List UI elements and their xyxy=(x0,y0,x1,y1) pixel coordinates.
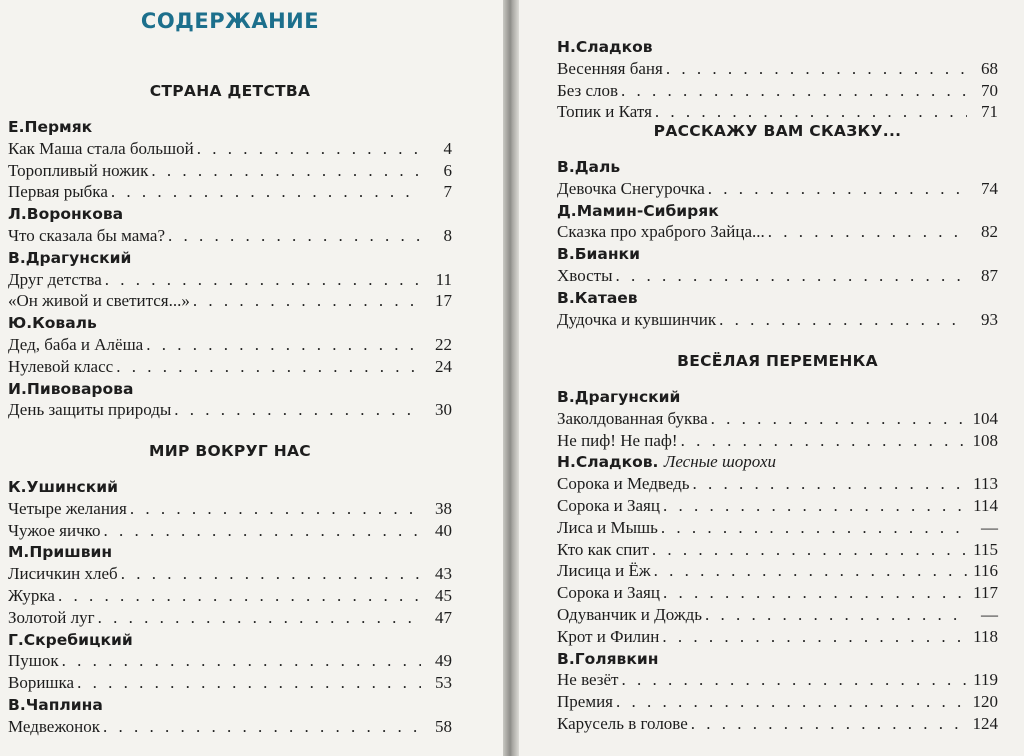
dot-leader xyxy=(621,80,967,102)
author-name: Н.Сладков. xyxy=(557,453,659,472)
page-number: 115 xyxy=(973,539,998,559)
author-name: В.Драгунский xyxy=(8,248,132,267)
entry-title: Чужое яичко xyxy=(8,520,101,540)
dot-leader xyxy=(121,563,421,585)
page-number: 45 xyxy=(435,586,452,605)
dot-leader xyxy=(663,495,967,517)
entry-title: Карусель в голове xyxy=(557,714,688,733)
entry-title: Дед, баба и Алёша xyxy=(8,335,144,354)
dot-leader xyxy=(197,138,421,160)
author-heading xyxy=(8,541,452,563)
dot-leader xyxy=(105,269,421,291)
page-number: 104 xyxy=(972,408,998,428)
page-number: 124 xyxy=(972,714,998,733)
page-number: 74 xyxy=(981,178,998,198)
entry-title: Медвежонок xyxy=(8,716,101,736)
toc-entry xyxy=(557,58,998,80)
toc-entry xyxy=(8,356,452,378)
author-heading xyxy=(557,156,998,178)
dot-leader xyxy=(708,178,967,200)
author-heading xyxy=(557,200,998,222)
toc-entry xyxy=(557,604,998,626)
page-number: 8 xyxy=(443,226,452,245)
author-name: Л.Воронкова xyxy=(8,205,124,224)
entry-title: Первая рыбка xyxy=(8,182,108,202)
toc-entry xyxy=(557,582,998,604)
page-number: 114 xyxy=(973,496,998,515)
dot-leader xyxy=(58,585,421,607)
toc-entry xyxy=(557,539,998,561)
entry-title: Воришка xyxy=(8,673,75,693)
toc-entry xyxy=(8,399,452,421)
section-title: СТРАНА ДЕТСТВА xyxy=(149,82,311,100)
toc-entry xyxy=(557,713,998,735)
entry-title: Дудочка и кувшинчик xyxy=(557,309,717,329)
left-page xyxy=(0,0,503,756)
page-number: 47 xyxy=(435,607,452,627)
page-number: 11 xyxy=(435,269,452,289)
entry-title: Без слов xyxy=(557,80,619,100)
author-heading xyxy=(8,247,452,269)
entry-title: Лисичкин хлеб xyxy=(8,564,118,584)
toc-entry xyxy=(8,138,452,160)
author-heading xyxy=(557,243,998,265)
page-number: 118 xyxy=(973,626,998,646)
entry-title: Лисица и Ёж xyxy=(557,561,651,581)
author-name: Е.Пермяк xyxy=(8,118,93,136)
entry-title: Золотой луг xyxy=(8,607,95,627)
page-number: 30 xyxy=(435,400,452,420)
toc-entry xyxy=(8,181,452,203)
author-name: В.Катаев xyxy=(557,288,638,307)
page-number: 70 xyxy=(981,80,998,100)
toc-entry xyxy=(557,408,998,430)
entry-title: Весенняя баня xyxy=(557,58,663,78)
entry-title: Журка xyxy=(8,586,55,605)
toc-entry xyxy=(557,178,998,200)
page-number: 6 xyxy=(443,160,452,180)
author-name: В.Чаплина xyxy=(8,696,103,714)
toc-entry xyxy=(557,265,998,287)
toc-entry xyxy=(8,563,452,585)
page-number: 7 xyxy=(443,182,452,202)
page-number: 22 xyxy=(435,335,452,354)
page-number: 24 xyxy=(435,356,452,376)
page-number: 108 xyxy=(972,430,998,450)
author-heading xyxy=(8,378,452,400)
entry-title: Одуванчик и Дождь xyxy=(557,605,702,624)
page-title: СОДЕРЖАНИЕ xyxy=(140,9,320,33)
dot-leader xyxy=(168,225,421,247)
entry-title: Торопливый ножик xyxy=(8,160,149,180)
dot-leader xyxy=(705,604,967,626)
toc-entry xyxy=(557,669,998,691)
author-name: Н.Сладков xyxy=(557,38,653,56)
author-heading xyxy=(557,648,998,670)
author-heading xyxy=(557,287,998,309)
cycle-subtitle: Лесные шорохи xyxy=(663,452,777,472)
dot-leader xyxy=(768,221,967,243)
entry-title: Не везёт xyxy=(557,670,619,690)
section-title: РАССКАЖУ ВАМ СКАЗКУ... xyxy=(653,122,902,140)
page-number: 43 xyxy=(435,564,452,584)
author-heading xyxy=(8,476,452,498)
dot-leader xyxy=(116,356,421,378)
entry-title: Крот и Филин xyxy=(557,626,660,646)
dot-leader xyxy=(62,650,421,672)
dot-leader xyxy=(616,691,967,713)
page-number: 113 xyxy=(973,474,998,494)
entry-title: Сорока и Медведь xyxy=(557,474,690,494)
page-number: 40 xyxy=(435,520,452,540)
toc-entry xyxy=(557,430,998,452)
author-name: В.Голявкин xyxy=(557,649,659,668)
page-number: 120 xyxy=(972,692,998,712)
section-title: МИР ВОКРУГ НАС xyxy=(149,442,311,460)
entry-title: Премия xyxy=(557,692,613,712)
toc-entry xyxy=(8,716,452,738)
dot-leader xyxy=(711,408,967,430)
dot-leader xyxy=(616,265,967,287)
entry-title: Хвосты xyxy=(557,266,613,285)
section-title: ВЕСЁЛАЯ ПЕРЕМЕНКА xyxy=(677,352,878,370)
dot-leader xyxy=(666,58,967,80)
book-gutter xyxy=(503,0,519,756)
toc-entry xyxy=(557,626,998,648)
page-number: 119 xyxy=(973,670,998,690)
toc-entry xyxy=(8,650,452,672)
toc-entry xyxy=(8,160,452,182)
dot-leader xyxy=(103,716,421,738)
toc-entry xyxy=(8,520,452,542)
page-number: 116 xyxy=(973,561,998,581)
entry-title: Сорока и Заяц xyxy=(557,583,660,603)
author-name: Д.Мамин-Сибиряк xyxy=(557,201,719,220)
toc-entry xyxy=(557,221,998,243)
author-heading xyxy=(8,116,452,138)
entry-title: Друг детства xyxy=(8,269,102,289)
page-number: 58 xyxy=(435,716,452,736)
entry-title: «Он живой и светится...» xyxy=(8,291,190,311)
author-heading xyxy=(8,312,452,334)
toc-entry xyxy=(557,517,998,539)
entry-title: Что сказала бы мама? xyxy=(8,226,166,245)
dot-leader xyxy=(193,290,421,312)
toc-entry xyxy=(8,672,452,694)
page-number: 49 xyxy=(435,651,452,671)
author-name: В.Драгунский xyxy=(557,388,681,406)
dot-leader xyxy=(719,309,967,331)
dot-leader xyxy=(652,539,967,561)
toc-entry xyxy=(8,290,452,312)
author-heading xyxy=(557,36,998,58)
entry-title: Сказка про храброго Зайца... xyxy=(557,222,765,242)
toc-entry xyxy=(557,80,998,102)
author-heading xyxy=(557,386,998,408)
page-number: 93 xyxy=(981,309,998,329)
author-name: В.Бианки xyxy=(557,245,640,264)
author-name: Ю.Коваль xyxy=(8,314,97,333)
author-name: Г.Скребицкий xyxy=(8,630,133,649)
page-number: 4 xyxy=(443,138,452,158)
toc-entry xyxy=(557,473,998,495)
toc-entry xyxy=(557,691,998,713)
toc-entry xyxy=(8,269,452,291)
dot-leader xyxy=(146,334,421,356)
toc-entry xyxy=(8,498,452,520)
toc-entry xyxy=(8,225,452,247)
toc-entry xyxy=(557,309,998,331)
page-number: 68 xyxy=(981,58,998,78)
dot-leader xyxy=(662,626,967,648)
dot-leader xyxy=(691,713,967,735)
dot-leader xyxy=(661,517,967,539)
page-number: — xyxy=(981,517,998,537)
toc-entry xyxy=(8,334,452,356)
page-number: 117 xyxy=(973,583,998,603)
author-name: К.Ушинский xyxy=(8,478,118,496)
author-heading xyxy=(8,203,452,225)
toc-entry xyxy=(8,585,452,607)
toc-entry xyxy=(557,495,998,517)
toc-entry xyxy=(557,560,998,582)
page-number: 53 xyxy=(435,673,452,693)
entry-title: Четыре желания xyxy=(8,498,127,518)
entry-title: Кто как спит xyxy=(557,539,649,559)
page-number: 71 xyxy=(981,102,998,122)
dot-leader xyxy=(681,430,967,452)
dot-leader xyxy=(111,181,421,203)
entry-title: Сорока и Заяц xyxy=(557,496,660,515)
author-heading xyxy=(8,629,452,651)
page-number: 17 xyxy=(435,291,452,311)
page-number: 87 xyxy=(981,266,998,285)
dot-leader xyxy=(693,473,968,495)
dot-leader xyxy=(104,520,421,542)
page-number: 38 xyxy=(435,498,452,518)
dot-leader xyxy=(130,498,421,520)
entry-title: Как Маша стала большой xyxy=(8,138,194,158)
dot-leader xyxy=(174,399,421,421)
right-page xyxy=(519,0,1024,756)
entry-title: Заколдованная буква xyxy=(557,408,708,428)
entry-title: Пушок xyxy=(8,651,59,671)
dot-leader xyxy=(77,672,421,694)
entry-title: День защиты природы xyxy=(8,400,172,420)
dot-leader xyxy=(663,582,967,604)
page-number: 82 xyxy=(981,222,998,242)
entry-title: Девочка Снегурочка xyxy=(557,178,705,198)
entry-title: Лиса и Мышь xyxy=(557,517,658,537)
author-heading xyxy=(8,694,452,716)
author-name: В.Даль xyxy=(557,158,621,176)
dot-leader xyxy=(151,160,421,182)
entry-title: Нулевой класс xyxy=(8,356,114,376)
entry-title: Не пиф! Не паф! xyxy=(557,430,678,450)
dot-leader xyxy=(654,560,967,582)
dot-leader xyxy=(621,669,967,691)
author-name: И.Пивоварова xyxy=(8,379,134,398)
dot-leader xyxy=(98,607,421,629)
author-heading xyxy=(557,451,998,473)
toc-entry xyxy=(8,607,452,629)
page-number: — xyxy=(981,605,998,624)
entry-title: Топик и Катя xyxy=(557,102,652,122)
author-name: М.Пришвин xyxy=(8,543,113,562)
